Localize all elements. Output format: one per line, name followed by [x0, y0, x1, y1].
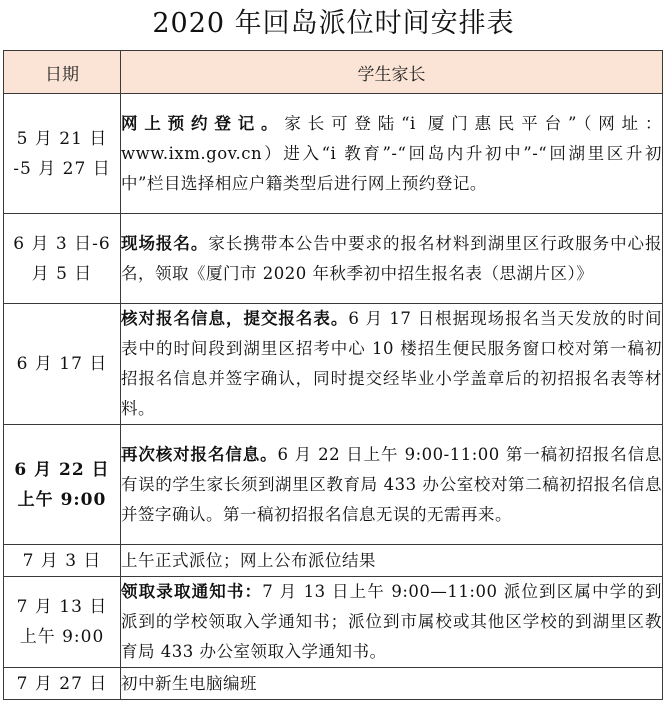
row-date	[4, 94, 121, 214]
table-row	[4, 94, 663, 214]
row-heading: 核对报名信息，提交报名表。	[121, 309, 349, 328]
row-body: 家长可登陆“i 厦门惠民平台”（网址：www.ixm.gov.cn）进入“i 教育”-“回岛内升初中”-“回湖里区升初中”栏目选择相应户籍类型后进行网上预约登记。	[121, 113, 662, 193]
page-title: 2020 年回岛派位时间安排表	[152, 8, 515, 39]
schedule-table	[3, 50, 663, 700]
row-body: 家长携带本公告中要求的报名材料到湖里区行政服务中心报名，领取《厦门市 2020 年秋季初中招生报名表（思湖片区）》	[121, 233, 663, 283]
table-row	[4, 577, 663, 668]
table-row	[4, 545, 663, 577]
date-line-2: 上午 9:00	[19, 627, 105, 647]
table-row	[4, 668, 663, 700]
row-body: 6 月 17 日根据现场报名当天发放的时间表中的时间段到湖里区招考中心 10 楼招生便民服务窗口校对第一稿初招报名信息并签字确认，同时提交经毕业小学盖章后的初招报名表等材料。	[121, 309, 663, 418]
date-line-1: 6 月 17 日	[16, 354, 108, 374]
date-line-2: -5 月 27 日	[13, 158, 111, 179]
column-header-date: 日期	[4, 51, 121, 94]
row-date	[4, 577, 121, 668]
table-header-row	[4, 51, 663, 94]
row-description	[121, 545, 663, 577]
row-body: 上午正式派位；网上公布派位结果	[121, 550, 376, 570]
row-description	[121, 94, 663, 214]
row-heading: 现场报名。	[121, 233, 209, 253]
row-body: 6 月 22 日上午 9:00-11:00 第一稿初招报名信息有误的学生家长须到湖里区教育局 433 办公室校对第二稿初招报名信息并签字确认。第一稿初招报名信息无误的无需再来。	[121, 444, 662, 524]
row-description	[121, 668, 663, 700]
row-date	[4, 545, 121, 577]
row-date	[4, 304, 121, 425]
row-heading: 再次核对报名信息。	[121, 444, 278, 464]
row-date	[4, 214, 121, 304]
row-date	[4, 668, 121, 700]
row-description	[121, 304, 663, 425]
date-line-1: 7 月 27 日	[16, 673, 108, 694]
table-row	[4, 425, 663, 545]
row-description	[121, 425, 663, 545]
row-date	[4, 425, 121, 545]
date-line-1: 5 月 21 日	[16, 128, 108, 149]
row-body: 初中新生电脑编班	[121, 673, 257, 693]
table-row	[4, 214, 663, 304]
date-line-2: 月 5 日	[31, 263, 93, 284]
row-heading: 网上预约登记。	[121, 113, 285, 133]
row-description	[121, 214, 663, 304]
table-row	[4, 304, 663, 425]
date-line-1: 6 月 22 日	[14, 459, 110, 480]
row-body: 7 月 13 日上午 9:00—11:00 派位到区属中学的到派到的学校领取入学通知书；派位到市属校或其他区学校的到湖里区教育局 433 办公室领取入学通知书。	[121, 582, 663, 661]
date-line-1: 7 月 3 日	[22, 550, 102, 571]
date-line-1: 7 月 13 日	[16, 597, 108, 617]
row-heading: 领取录取通知书：	[121, 582, 263, 601]
date-line-2: 上午 9:00	[17, 489, 107, 510]
date-line-1: 6 月 3 日-6	[13, 233, 111, 254]
column-header-parent: 学生家长	[121, 51, 663, 94]
row-description	[121, 577, 663, 668]
